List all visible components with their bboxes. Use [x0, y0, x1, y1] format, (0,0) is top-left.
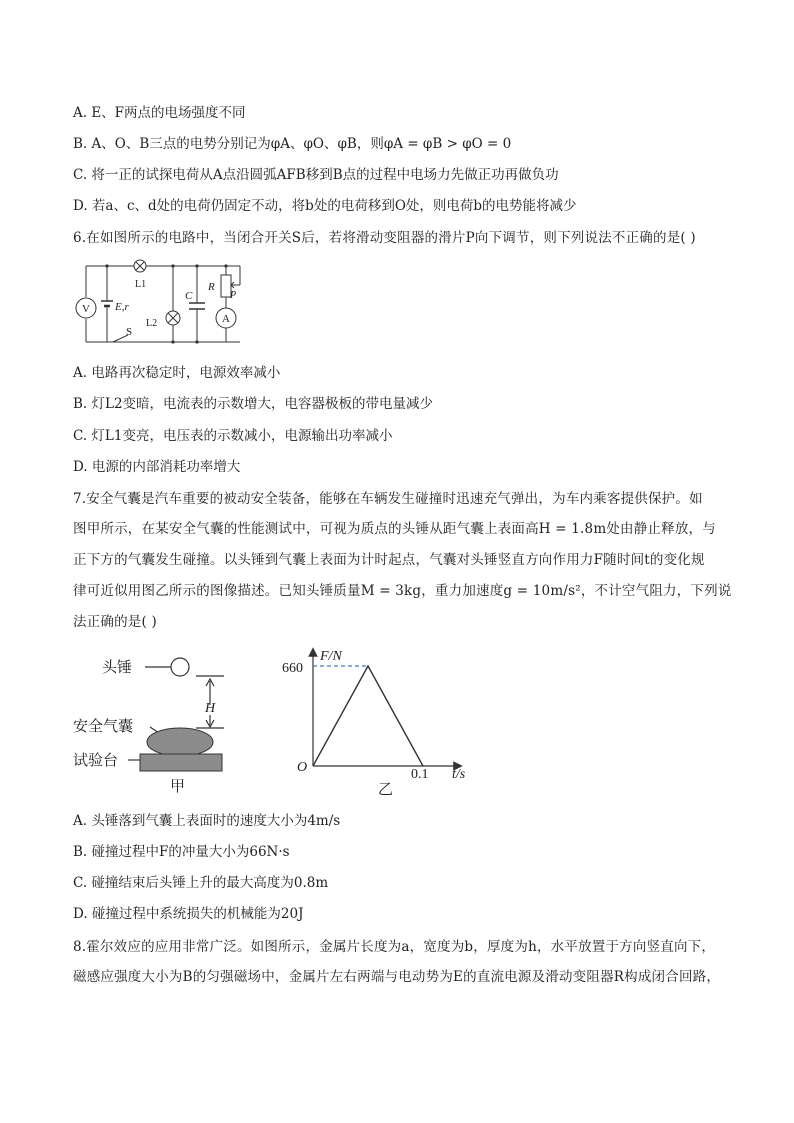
q5-option-a: A. E、F两点的电场强度不同 [73, 105, 246, 121]
q5-option-c: C. 将一正的试探电荷从A点沿圆弧AFB移到B点的过程中电场力先做正功再做负功 [73, 167, 559, 183]
ammeter-label: A [222, 313, 230, 325]
figure-yi-caption: 乙 [378, 782, 394, 798]
q7-stem-line-4: 律可近似用图乙所示的图像描述。已知头锤质量M = 3kg，重力加速度g = 10m/s²，不计空气阻力，下列说 [73, 583, 732, 599]
head-hammer-label: 头锤 [102, 660, 133, 676]
source-label: E,r [115, 301, 129, 313]
q7-figure-jia [73, 645, 270, 800]
y-axis-label: F/N [320, 649, 342, 664]
lamp1-label: L1 [135, 279, 147, 290]
resistor-label: R [208, 281, 215, 293]
q6-option-b: B. 灯L2变暗，电流表的示数增大，电容器极板的带电量减少 [73, 396, 434, 412]
origin-label: O [297, 760, 308, 775]
q7-figure-yi-chart [280, 640, 480, 800]
q5-option-b: B. A、O、B三点的电势分别记为φA、φO、φB，则φA = φB > φO = 0 [73, 136, 512, 152]
q5-option-d: D. 若a、c、d处的电荷仍固定不动，将b处的电荷移到O处，则电荷b的电势能将减少 [73, 198, 577, 214]
lamp2-label: L2 [146, 318, 158, 329]
q6-stem: 6.在如图所示的电路中，当闭合开关S后，若将滑动变阻器的滑片P向下调节，则下列说法不正确的是( ) [73, 230, 696, 246]
q7-stem-line-3: 正下方的气囊发生碰撞。以头锤到气囊上表面为计时起点，气囊对头锤竖直方向作用力F随时间t的变化规 [73, 552, 705, 568]
height-label: H [205, 701, 216, 716]
q7-option-a: A. 头锤落到气囊上表面时的速度大小为4m/s [73, 813, 341, 829]
q8-stem-line-1: 8.霍尔效应的应用非常广泛。如图所示，金属片长度为a，宽度为b，厚度为h，水平放置于方向竖直向下， [73, 939, 716, 955]
voltmeter-label: V [82, 303, 90, 315]
q6-option-a: A. 电路再次稳定时，电源效率减小 [73, 365, 281, 381]
figure-jia-caption: 甲 [170, 779, 186, 795]
slider-label: P [230, 290, 237, 301]
capacitor-label: C [185, 290, 193, 302]
q7-option-b: B. 碰撞过程中F的冲量大小为66N·s [73, 844, 290, 860]
q7-stem-line-5: 法正确的是( ) [73, 614, 157, 630]
q8-stem-line-2: 磁感应强度大小为B的匀强磁场中，金属片左右两端与电动势为E的直流电源及滑动变阻器R构成闭合回路， [73, 969, 721, 985]
q7-stem-line-2: 图甲所示，在某安全气囊的性能测试中，可视为质点的头锤从距气囊上表面高H = 1.8m处由静止释放，与 [73, 521, 716, 537]
y-tick-label: 660 [282, 661, 303, 676]
q7-option-c: C. 碰撞结束后头锤上升的最大高度为0.8m [73, 875, 329, 891]
x-tick-label: 0.1 [411, 767, 429, 782]
test-table-label: 试验台 [73, 753, 119, 769]
x-axis-label: t/s [452, 767, 466, 782]
q7-stem-line-1: 7.安全气囊是汽车重要的被动安全装备，能够在车辆发生碰撞时迅速充气弹出，为车内乘客提供保护。如 [73, 491, 703, 507]
q6-circuit-diagram [70, 255, 250, 350]
q7-option-d: D. 碰撞过程中系统损失的机械能为20J [73, 906, 304, 922]
airbag-label: 安全气囊 [73, 719, 134, 735]
q6-option-d: D. 电源的内部消耗功率增大 [73, 459, 241, 475]
q6-option-c: C. 灯L1变亮，电压表的示数减小，电源输出功率减小 [73, 428, 393, 444]
switch-label: S [126, 326, 133, 338]
force-series-line [313, 666, 423, 766]
